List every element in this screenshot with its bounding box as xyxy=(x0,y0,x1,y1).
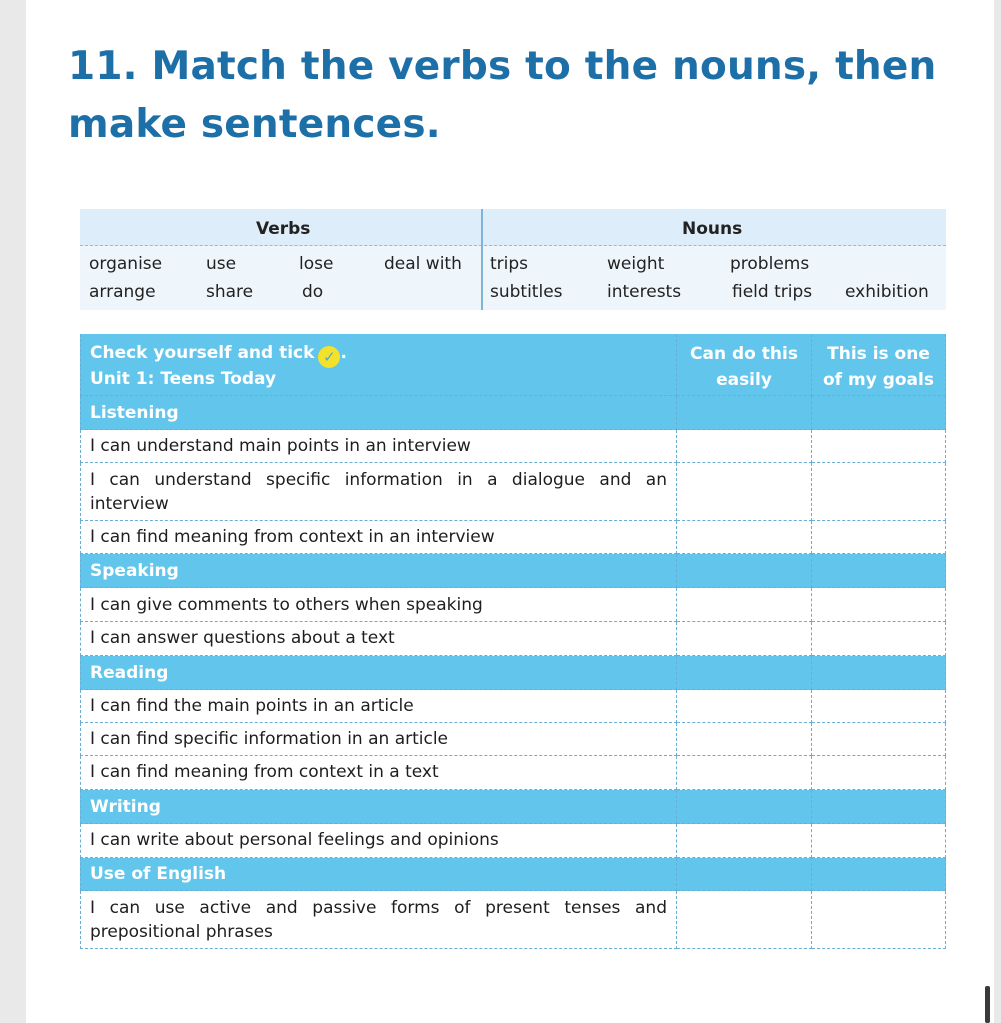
section-title: Speaking xyxy=(90,561,179,581)
check-circle-icon: ✓ xyxy=(318,346,340,368)
verb-word: organise xyxy=(89,254,163,274)
noun-word: subtitles xyxy=(490,282,563,302)
can-do-checkbox[interactable] xyxy=(677,891,812,949)
noun-word: interests xyxy=(607,282,682,302)
noun-word: trips xyxy=(490,254,529,274)
section-cell xyxy=(677,858,812,891)
goal-checkbox[interactable] xyxy=(812,430,946,463)
section-row-listening xyxy=(80,396,946,430)
exercise-title: 11. Match the verbs to the nouns, then make sentences. xyxy=(68,44,937,147)
can-do-checkbox[interactable] xyxy=(677,622,812,656)
table-row xyxy=(80,521,946,554)
table-row xyxy=(80,690,946,723)
can-do-checkbox[interactable] xyxy=(677,588,812,622)
can-do-checkbox[interactable] xyxy=(677,521,812,554)
statement-text: I can answer questions about a text xyxy=(90,628,395,648)
statement-cell xyxy=(80,690,677,723)
section-row-reading xyxy=(80,656,946,690)
noun-word: problems xyxy=(730,254,810,274)
goal-checkbox[interactable] xyxy=(812,463,946,521)
goal-checkbox[interactable] xyxy=(812,723,946,756)
verb-word: do xyxy=(302,282,324,302)
verb-word: lose xyxy=(299,254,334,274)
noun-word: weight xyxy=(607,254,665,274)
section-cell xyxy=(80,790,677,824)
section-cell xyxy=(812,858,946,891)
can-do-checkbox[interactable] xyxy=(677,463,812,521)
verb-word: share xyxy=(206,282,254,302)
section-title: Listening xyxy=(90,403,179,423)
section-row-use-of-english xyxy=(80,858,946,891)
noun-word: field trips xyxy=(732,282,813,302)
statement-cell xyxy=(80,430,677,463)
col-goals-line2: of my goals xyxy=(823,370,934,390)
table-row xyxy=(80,891,946,949)
statement-text: I can give comments to others when speaking xyxy=(90,595,483,615)
noun-word: exhibition xyxy=(845,282,929,302)
goal-checkbox[interactable] xyxy=(812,824,946,858)
can-do-checkbox[interactable] xyxy=(677,690,812,723)
verbs-header: Verbs xyxy=(256,219,311,239)
can-do-checkbox[interactable] xyxy=(677,824,812,858)
col-goals-line1: This is one xyxy=(827,344,930,364)
section-cell xyxy=(677,656,812,690)
goal-checkbox[interactable] xyxy=(812,521,946,554)
section-cell xyxy=(812,790,946,824)
statement-text: I can understand main points in an interview xyxy=(90,436,471,456)
statement-cell xyxy=(80,521,677,554)
nouns-header: Nouns xyxy=(682,219,743,239)
section-cell xyxy=(80,396,677,430)
section-cell xyxy=(80,656,677,690)
can-do-checkbox[interactable] xyxy=(677,430,812,463)
col-can-do-line1: Can do this xyxy=(690,344,798,364)
goal-checkbox[interactable] xyxy=(812,622,946,656)
goal-checkbox[interactable] xyxy=(812,756,946,790)
table-row xyxy=(80,430,946,463)
statement-cell xyxy=(80,622,677,656)
verb-word: arrange xyxy=(89,282,156,302)
can-do-checkbox[interactable] xyxy=(677,723,812,756)
word-box-header xyxy=(80,209,946,246)
header-cell-statement xyxy=(80,334,677,396)
table-row xyxy=(80,622,946,656)
statement-text: I can use active and passive forms of present tenses and prepositional phrases xyxy=(90,898,667,942)
statement-cell xyxy=(80,463,677,521)
section-cell xyxy=(677,554,812,588)
statement-text: I can write about personal feelings and opinions xyxy=(90,830,499,850)
section-row-speaking xyxy=(80,554,946,588)
section-cell xyxy=(812,396,946,430)
header-cell-goals xyxy=(812,334,946,396)
section-title: Reading xyxy=(90,663,169,683)
section-cell xyxy=(812,656,946,690)
table-header-row xyxy=(80,334,946,396)
table-row xyxy=(80,463,946,521)
col-can-do-line2: easily xyxy=(716,370,772,390)
header-title: Check yourself and tick ✓ . xyxy=(90,343,347,366)
statement-text: I can find meaning from context in an interview xyxy=(90,527,495,547)
statement-cell xyxy=(80,756,677,790)
header-line1: Check yourself and tick xyxy=(90,343,315,363)
section-title: Use of English xyxy=(90,864,227,884)
verb-word: deal with xyxy=(384,254,462,274)
word-box xyxy=(80,209,946,310)
statement-text: I can understand specific information in a dialogue and an interview xyxy=(90,470,667,514)
goal-checkbox[interactable] xyxy=(812,891,946,949)
section-row-writing xyxy=(80,790,946,824)
word-box-divider xyxy=(481,209,483,310)
unit-title: Unit 1: Teens Today xyxy=(90,369,277,389)
section-title: Writing xyxy=(90,797,161,817)
section-cell xyxy=(677,790,812,824)
page xyxy=(26,0,994,1023)
section-cell xyxy=(80,858,677,891)
statement-cell xyxy=(80,723,677,756)
scrollbar[interactable] xyxy=(985,986,990,1023)
goal-checkbox[interactable] xyxy=(812,588,946,622)
section-cell xyxy=(80,554,677,588)
statement-cell xyxy=(80,891,677,949)
goal-checkbox[interactable] xyxy=(812,690,946,723)
statement-text: I can find specific information in an article xyxy=(90,729,449,749)
statement-text: I can find meaning from context in a text xyxy=(90,762,439,782)
verb-word: use xyxy=(206,254,237,274)
statement-cell xyxy=(80,824,677,858)
section-cell xyxy=(812,554,946,588)
table-row xyxy=(80,723,946,756)
header-cell-can-do xyxy=(677,334,812,396)
can-do-checkbox[interactable] xyxy=(677,756,812,790)
table-row xyxy=(80,824,946,858)
statement-cell xyxy=(80,588,677,622)
table-row xyxy=(80,756,946,790)
table-row xyxy=(80,588,946,622)
section-cell xyxy=(677,396,812,430)
statement-text: I can find the main points in an article xyxy=(90,696,414,716)
